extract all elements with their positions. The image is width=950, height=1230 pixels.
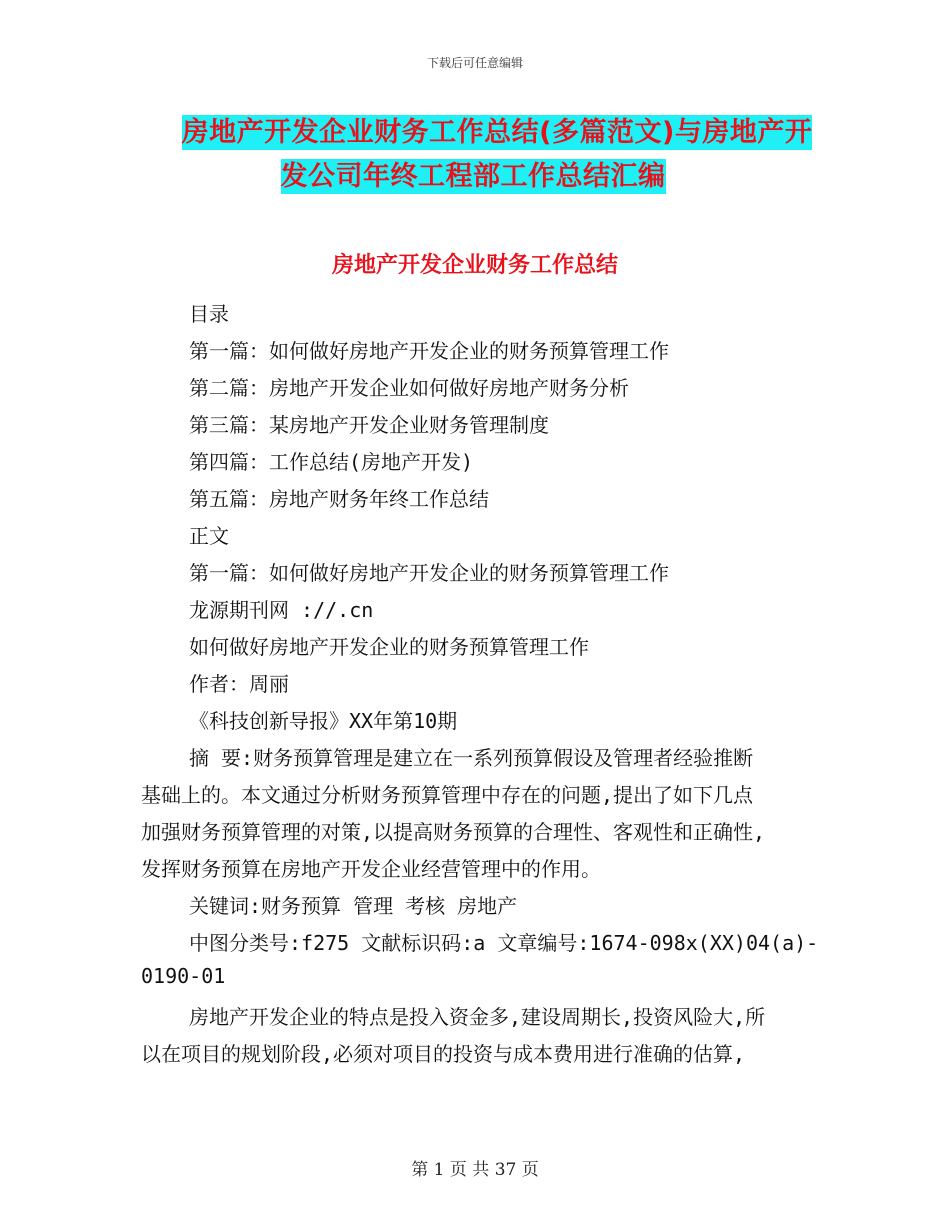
toc-item: 第二篇：房地产开发企业如何做好房地产财务分析 [189,376,629,400]
toc-item: 第五篇：房地产财务年终工作总结 [189,487,489,511]
author-line: 作者：周丽 [189,672,289,696]
classification-line: 0190-01 [141,964,226,988]
header-note: 下载后可任意编辑 [426,56,523,70]
abstract-line: 基础上的。本文通过分析财务预算管理中存在的问题,提出了如下几点 [141,783,754,807]
journal-line: 《科技创新导报》XX年第10期 [189,709,458,733]
page-footer: 第 1 页 共 37 页 [411,1160,539,1180]
toc-item: 第三篇：某房地产开发企业财务管理制度 [189,413,549,437]
source-line: 龙源期刊网 ://.cn [189,598,374,622]
body-heading: 正文 [189,524,229,548]
abstract-line: 摘 要:财务预算管理是建立在一系列预算假设及管理者经验推断 [189,746,754,770]
article-title: 如何做好房地产开发企业的财务预算管理工作 [189,635,589,659]
document-title-text-1: 房地产开发企业财务工作总结(多篇范文)与房地产开 [181,117,813,148]
intro-line: 房地产开发企业的特点是投入资金多,建设周期长,投资风险大,所 [189,1005,766,1029]
toc-heading: 目录 [189,302,229,326]
toc-item: 第四篇：工作总结(房地产开发) [189,450,474,474]
document-title-line-2 [0,154,948,193]
abstract-line: 加强财务预算管理的对策,以提高财务预算的合理性、客观性和正确性, [141,820,766,844]
classification-line: 中图分类号:f275 文献标识码:a 文章编号:1674-098x(XX)04(a)- [189,931,819,955]
document-title-line-1 [22,110,950,149]
abstract-line: 发挥财务预算在房地产开发企业经营管理中的作用。 [141,857,601,881]
toc-item: 第一篇：如何做好房地产开发企业的财务预算管理工作 [189,339,669,363]
document-title-text-2: 发公司年终工程部工作总结汇编 [280,161,666,192]
article-title-line: 第一篇：如何做好房地产开发企业的财务预算管理工作 [189,561,669,585]
intro-line: 以在项目的规划阶段,必须对项目的投资与成本费用进行准确的估算, [141,1042,746,1066]
keywords-line: 关键词:财务预算 管理 考核 房地产 [189,894,518,918]
section-title: 房地产开发企业财务工作总结 [331,253,618,278]
